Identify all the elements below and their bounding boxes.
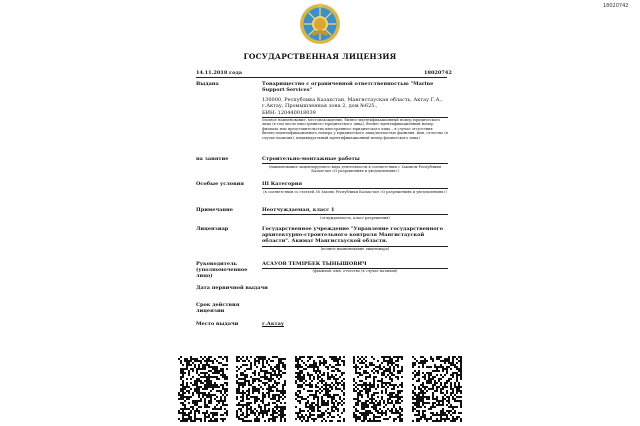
license-number: 18020742 <box>424 70 452 76</box>
qr-code <box>236 356 286 422</box>
head-note: (фамилия, имя, отчество (в случае наличия) <box>312 269 398 273</box>
header-divider <box>196 77 447 78</box>
place-value: г.Актау <box>262 321 285 327</box>
qr-code-row <box>178 356 462 422</box>
issued-label: Выдана <box>196 81 219 87</box>
issue-date: 14.11.2018 года <box>196 70 243 76</box>
document-title: ГОСУДАРСТВЕННАЯ ЛИЦЕНЗИЯ <box>243 52 397 61</box>
validity-label: Срок действия лицензии <box>196 302 240 314</box>
issued-note: (полное наименование, местонахождение, бизнес-идентификационный номер юридического лица (в том числе иностранного юридического лица), бизнес-идентификационный номер филиала или представительства иностранного юридического лица – в случае отсутствия бизнес-идентификационного номера у юридического лица/полностью фамилия, имя, отчество (в случае наличия), индивидуальный идентификационный номер физического лица) <box>262 118 448 140</box>
licensor-value: Государственное учреждение "Управление государственного архитектурно-строительного контроля Мангистауской области". Акимат Мангистауской области. <box>262 226 443 244</box>
remark-label: Примечание <box>196 207 233 213</box>
qr-code <box>412 356 462 422</box>
conditions-note: (в соответствии со статьей 36 Закона Республики Казахстан «О разрешениях и уведомлениях») <box>263 190 447 194</box>
issued-company: Товарищество с ограниченной ответственностью "Marine Support Services" <box>262 81 434 93</box>
issued-bin: БИН: 120440018039 <box>262 110 316 116</box>
conditions-divider <box>262 188 448 189</box>
state-emblem-icon <box>299 3 341 45</box>
conditions-label: Особые условия <box>196 181 244 187</box>
remark-note: (отчуждаемость, класс разрешения) <box>320 216 390 220</box>
activity-divider <box>262 163 448 164</box>
licensor-label: Лицензиар <box>196 226 229 232</box>
remark-value: Неотчуждаемая, класс 1 <box>262 207 335 213</box>
activity-value: Строительно-монтажные работы <box>262 156 360 162</box>
conditions-value: III Категория <box>262 181 303 187</box>
licensor-note: (полное наименование лицензиара) <box>320 247 390 251</box>
qr-code <box>178 356 228 422</box>
place-label: Место выдачи <box>196 321 239 327</box>
issued-address: 130000, Республика Казахстан, Мангистауская область, Актау Г.А., г.Актау, Промышленная зона 2, дом №625., <box>262 97 443 109</box>
qr-code <box>295 356 345 422</box>
head-label: Руководитель (уполномоченное лицо) <box>196 261 248 279</box>
activity-label: на занятие <box>196 156 229 162</box>
head-value: АСАУОВ ТЕМІРБЕК ТЫНЫШОВИЧ <box>262 261 367 267</box>
document-number: 18020742 <box>603 3 629 9</box>
first-issue-label: Дата первичной выдачи <box>196 285 268 291</box>
remark-divider <box>262 214 448 215</box>
activity-note: (наименование лицензируемого вида деятельности в соответствии с Законом Республики Казахстан «О разрешениях и уведомлениях») <box>268 165 442 174</box>
qr-code <box>353 356 403 422</box>
